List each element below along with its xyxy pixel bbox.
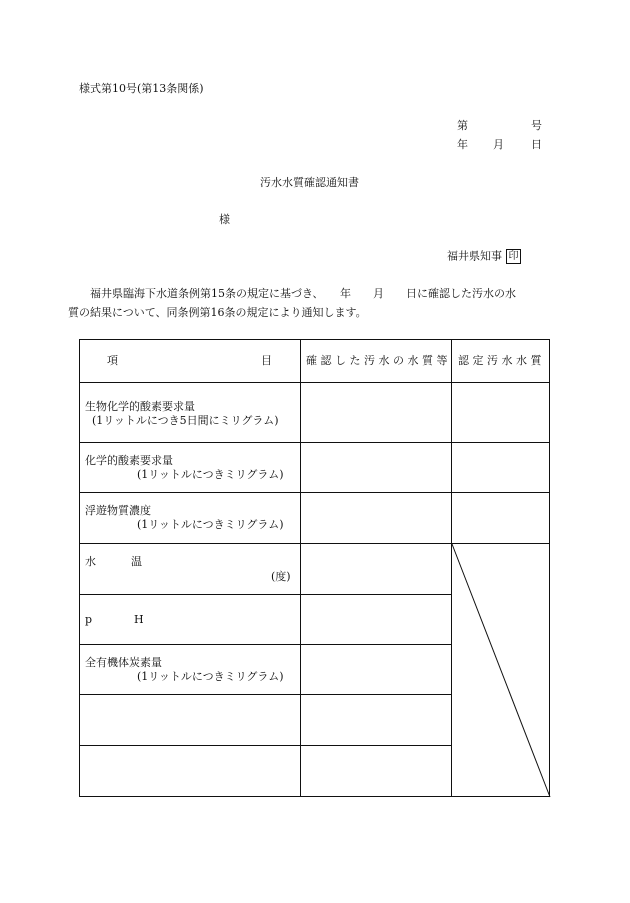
row-label-temp-b: 温 <box>131 555 142 568</box>
date-year: 年 <box>457 138 468 151</box>
row-label-temp-a: 水 <box>85 555 96 568</box>
row-label-cod: 化学的酸素要求量 <box>85 454 173 467</box>
header-item-right: 目 <box>261 354 272 367</box>
row-label-toc: 全有機体炭素量 <box>85 656 162 669</box>
row-unit-ss: (1リットルにつきミリグラム) <box>137 518 284 531</box>
body-line-1: 福井県臨海下水道条例第15条の規定に基づき、 年 月 日に確認した汚水の水 <box>90 287 517 300</box>
sender-name: 福井県知事 <box>447 249 502 263</box>
document-number-suffix: 号 <box>531 119 542 132</box>
document-title: 汚水水質確認通知書 <box>260 176 359 189</box>
row-label-bod: 生物化学的酸素要求量 <box>85 400 195 413</box>
seal-stamp: 印 <box>506 249 521 264</box>
document-number-prefix: 第 <box>457 119 468 132</box>
body-line-2: 質の結果について、同条例第16条の規定により通知します。 <box>68 306 367 319</box>
header-item-left: 項 <box>107 354 118 367</box>
header-confirmed-quality: 確 認 し た 汚 水 の 水 質 等 <box>306 354 448 367</box>
row-label-ph-a: p <box>85 613 93 626</box>
header-certified-quality: 認 定 汚 水 水 質 <box>458 354 542 367</box>
row-unit-cod: (1リットルにつきミリグラム) <box>137 468 284 481</box>
date-day: 日 <box>531 138 542 151</box>
row-label-ph-b: H <box>134 613 144 626</box>
row-unit-bod: (1リットルにつき5日間にミリグラム) <box>92 414 279 427</box>
addressee-suffix: 様 <box>219 213 230 226</box>
row-label-ss: 浮遊物質濃度 <box>85 504 151 517</box>
row-unit-toc: (1リットルにつきミリグラム) <box>137 670 284 683</box>
row-unit-temp: (度) <box>271 570 291 583</box>
date-month: 月 <box>493 138 504 151</box>
form-label: 様式第10号(第13条関係) <box>79 82 204 95</box>
